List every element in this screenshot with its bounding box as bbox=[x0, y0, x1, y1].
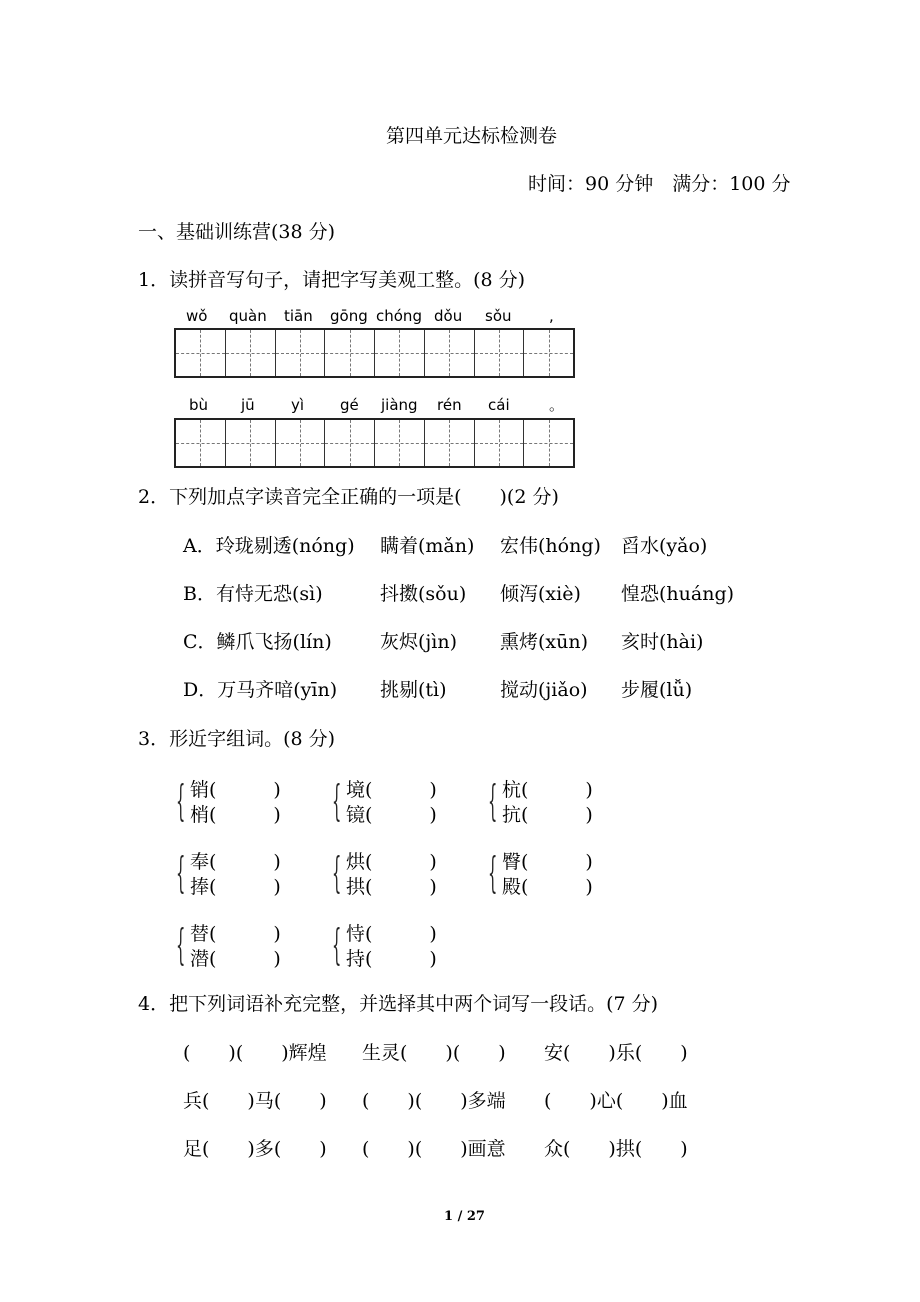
question-1: 1．读拼音写句子，请把字写美观工整。(8 分) bbox=[138, 269, 526, 291]
option-item: 挑剔(tì) bbox=[380, 679, 447, 701]
option-item: 舀水(yǎo) bbox=[621, 535, 708, 557]
pinyin-syllable: tiān bbox=[284, 307, 313, 325]
character: 杭 bbox=[502, 779, 522, 801]
pinyin-syllable: jiàng bbox=[381, 396, 418, 414]
character: 持 bbox=[346, 948, 366, 970]
option-item: 倾泻(xiè) bbox=[500, 583, 581, 605]
pinyin-syllable: bù bbox=[189, 396, 209, 414]
answer-blank[interactable]: ( ) bbox=[365, 779, 437, 801]
word-pair bbox=[332, 848, 437, 900]
character: 殿 bbox=[502, 876, 522, 898]
pinyin-syllable: rén bbox=[437, 396, 462, 414]
answer-blank[interactable]: ( ) bbox=[209, 779, 281, 801]
character: 臀 bbox=[502, 851, 522, 873]
section-heading: 一、基础训练营(38 分) bbox=[138, 221, 336, 243]
character: 捧 bbox=[190, 876, 210, 898]
idiom-blank[interactable]: ( )( )辉煌 bbox=[183, 1042, 327, 1064]
option-item: 亥时(hài) bbox=[621, 631, 704, 653]
character: 烘 bbox=[346, 851, 366, 873]
idiom-blank[interactable]: 生灵( )( ) bbox=[362, 1042, 506, 1064]
answer-blank[interactable]: ( ) bbox=[365, 851, 437, 873]
brace-icon: { bbox=[488, 848, 498, 897]
word-pair bbox=[488, 848, 593, 900]
character: 恃 bbox=[346, 923, 366, 945]
pinyin-syllable: chóng bbox=[376, 307, 422, 325]
option-label[interactable]: D．万马齐喑(yīn) bbox=[183, 679, 338, 701]
idiom-blank[interactable]: ( )心( )血 bbox=[544, 1090, 688, 1112]
idiom-blank[interactable]: ( )( )多端 bbox=[362, 1090, 506, 1112]
option-item: 灰烬(jìn) bbox=[380, 631, 458, 653]
character: 抗 bbox=[502, 804, 522, 826]
grid-cell[interactable] bbox=[176, 330, 226, 376]
grid-cell[interactable] bbox=[475, 330, 525, 376]
exam-meta: 时间：90 分钟 满分：100 分 bbox=[528, 173, 791, 195]
character: 境 bbox=[346, 779, 366, 801]
page-number: 1 / 27 bbox=[444, 1209, 485, 1224]
answer-blank[interactable]: ( ) bbox=[209, 804, 281, 826]
idiom-blank[interactable]: 安( )乐( ) bbox=[544, 1042, 688, 1064]
grid-cell[interactable] bbox=[524, 330, 573, 376]
pinyin-syllable: quàn bbox=[229, 307, 267, 325]
answer-blank[interactable]: ( ) bbox=[209, 923, 281, 945]
option-label[interactable]: C．鳞爪飞扬(lín) bbox=[183, 631, 332, 653]
answer-blank[interactable]: ( ) bbox=[521, 876, 593, 898]
option-item: 宏伟(hóng) bbox=[500, 535, 601, 557]
character: 潜 bbox=[190, 948, 210, 970]
writing-grid-1[interactable] bbox=[174, 328, 575, 378]
brace-icon: { bbox=[176, 776, 186, 825]
grid-cell[interactable] bbox=[425, 420, 475, 466]
idiom-blank[interactable]: 兵( )马( ) bbox=[183, 1090, 327, 1112]
option-label[interactable]: A．玲珑剔透(nóng) bbox=[183, 535, 355, 557]
word-pair bbox=[176, 776, 281, 828]
character: 销 bbox=[190, 779, 210, 801]
word-pair bbox=[332, 920, 437, 972]
page-title: 第四单元达标检测卷 bbox=[386, 125, 558, 147]
word-pair bbox=[176, 848, 281, 900]
grid-cell[interactable] bbox=[325, 420, 375, 466]
character: 镜 bbox=[346, 804, 366, 826]
pinyin-syllable: 。 bbox=[549, 396, 565, 414]
question-2: 2．下列加点字读音完全正确的一项是( )(2 分) bbox=[138, 486, 559, 508]
pinyin-syllable: sǒu bbox=[485, 307, 512, 325]
answer-blank[interactable]: ( ) bbox=[365, 876, 437, 898]
option-item: 搅动(jiǎo) bbox=[500, 679, 588, 701]
pinyin-syllable: , bbox=[549, 307, 554, 325]
answer-blank[interactable]: ( ) bbox=[209, 876, 281, 898]
question-4: 4．把下列词语补充完整，并选择其中两个词写一段话。(7 分) bbox=[138, 993, 659, 1015]
answer-blank[interactable]: ( ) bbox=[521, 851, 593, 873]
idiom-blank[interactable]: 足( )多( ) bbox=[183, 1138, 327, 1160]
grid-cell[interactable] bbox=[226, 330, 276, 376]
answer-blank[interactable]: ( ) bbox=[209, 851, 281, 873]
character: 梢 bbox=[190, 804, 210, 826]
option-item: 瞒着(mǎn) bbox=[380, 535, 475, 557]
idiom-blank[interactable]: ( )( )画意 bbox=[362, 1138, 506, 1160]
writing-grid-2[interactable] bbox=[174, 418, 575, 468]
option-item: 熏烤(xūn) bbox=[500, 631, 589, 653]
grid-cell[interactable] bbox=[375, 420, 425, 466]
brace-icon: { bbox=[332, 848, 342, 897]
question-3: 3．形近字组词。(8 分) bbox=[138, 728, 336, 750]
answer-blank[interactable]: ( ) bbox=[365, 923, 437, 945]
pinyin-syllable: gōng bbox=[330, 307, 368, 325]
grid-cell[interactable] bbox=[375, 330, 425, 376]
pinyin-syllable: jū bbox=[241, 396, 255, 414]
pinyin-syllable: cái bbox=[488, 396, 510, 414]
pinyin-syllable: yì bbox=[291, 396, 305, 414]
option-item: 惶恐(huáng) bbox=[621, 583, 735, 605]
answer-blank[interactable]: ( ) bbox=[365, 804, 437, 826]
idiom-blank[interactable]: 众( )拱( ) bbox=[544, 1138, 688, 1160]
brace-icon: { bbox=[176, 920, 186, 969]
pinyin-syllable: gé bbox=[340, 396, 359, 414]
answer-blank[interactable]: ( ) bbox=[209, 948, 281, 970]
word-pair bbox=[176, 920, 281, 972]
brace-icon: { bbox=[176, 848, 186, 897]
character: 替 bbox=[190, 923, 210, 945]
word-pair bbox=[332, 776, 437, 828]
pinyin-syllable: wǒ bbox=[186, 307, 208, 325]
grid-cell[interactable] bbox=[226, 420, 276, 466]
brace-icon: { bbox=[332, 920, 342, 969]
word-pair bbox=[488, 776, 593, 828]
option-label[interactable]: B．有恃无恐(sì) bbox=[183, 583, 323, 605]
option-item: 步履(lǚ) bbox=[621, 679, 693, 701]
brace-icon: { bbox=[488, 776, 498, 825]
grid-cell[interactable] bbox=[524, 420, 573, 466]
brace-icon: { bbox=[332, 776, 342, 825]
character: 拱 bbox=[346, 876, 366, 898]
grid-cell[interactable] bbox=[276, 330, 326, 376]
answer-blank[interactable]: ( ) bbox=[521, 804, 593, 826]
character: 奉 bbox=[190, 851, 210, 873]
grid-cell[interactable] bbox=[475, 420, 525, 466]
answer-blank[interactable]: ( ) bbox=[365, 948, 437, 970]
grid-cell[interactable] bbox=[176, 420, 226, 466]
option-item: 抖擞(sǒu) bbox=[380, 583, 467, 605]
answer-blank[interactable]: ( ) bbox=[521, 779, 593, 801]
grid-cell[interactable] bbox=[325, 330, 375, 376]
grid-cell[interactable] bbox=[276, 420, 326, 466]
pinyin-syllable: dǒu bbox=[434, 307, 463, 325]
grid-cell[interactable] bbox=[425, 330, 475, 376]
